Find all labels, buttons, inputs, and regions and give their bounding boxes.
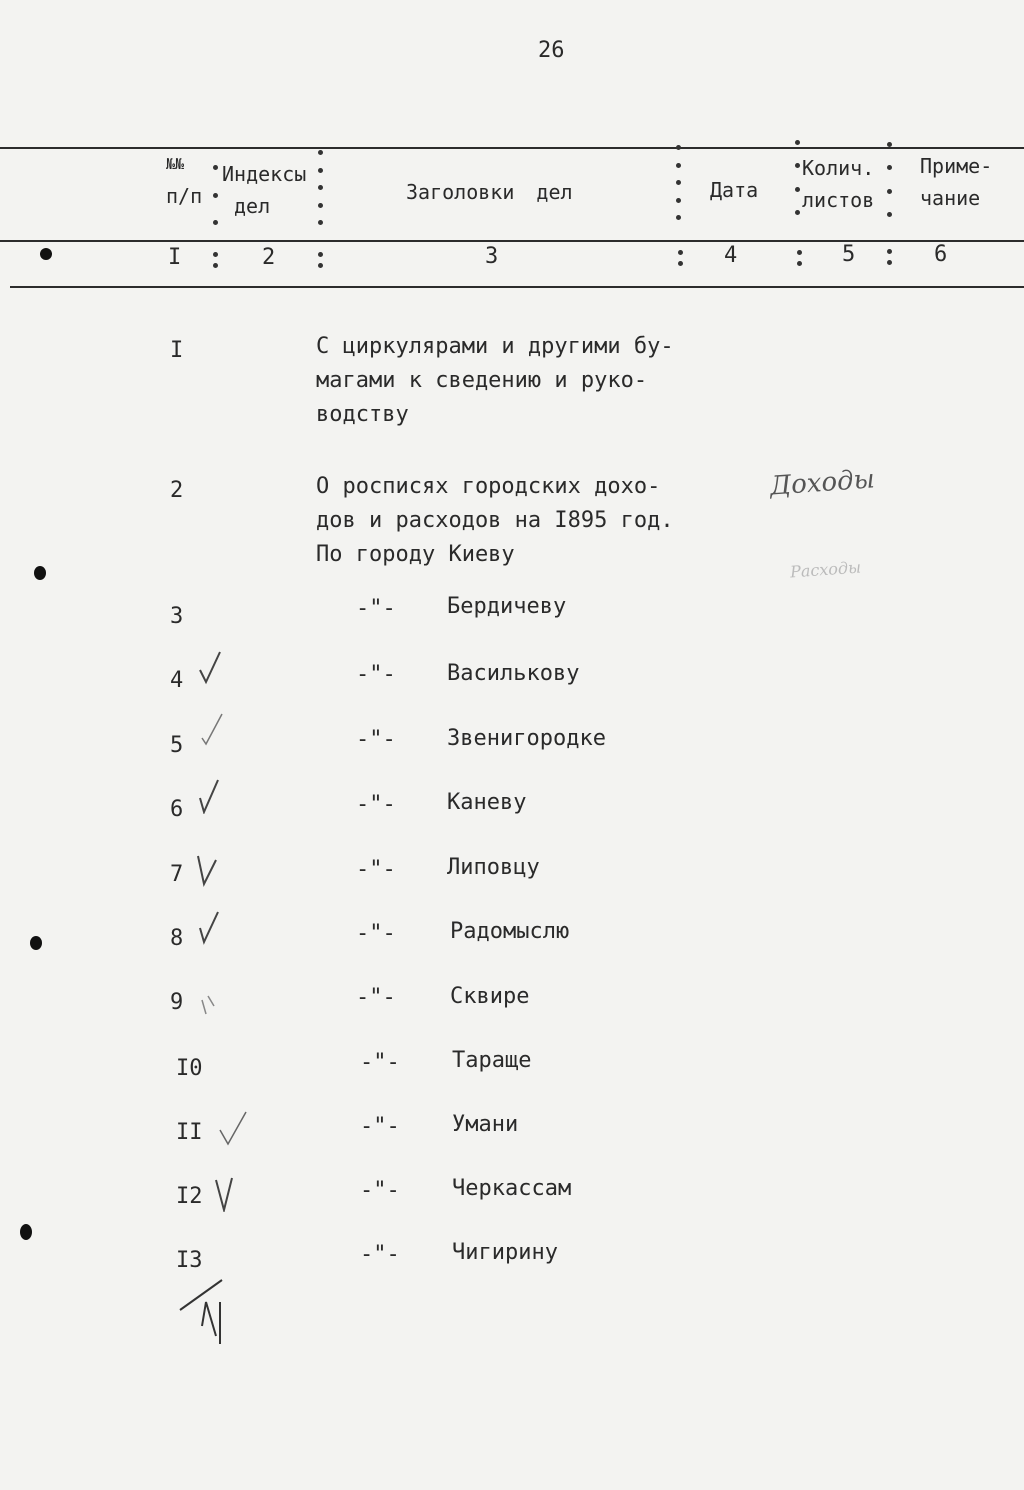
header-col-sheets [802, 152, 874, 216]
entry-city: Умани [452, 1112, 519, 1137]
header-col-number-line2: п/п [166, 184, 203, 208]
ditto-mark: -"- [356, 985, 396, 1010]
header-col-number-line1: №№ [166, 155, 185, 173]
ditto-mark: -"- [360, 1050, 400, 1075]
check-mark-icon [196, 778, 236, 814]
entry-number: II [176, 1120, 203, 1145]
column-number: 4 [724, 243, 738, 268]
ditto-mark: -"- [360, 1242, 400, 1267]
header-col-sheets-line2: листов [802, 188, 875, 212]
header-col-index-line1: Индексы [222, 162, 307, 186]
column-number: 2 [262, 245, 276, 270]
table-header-rule [0, 240, 1024, 242]
check-mark-icon [216, 1110, 256, 1146]
header-col-sheets-line1: Колич. [802, 156, 875, 180]
page-number: 26 [538, 38, 565, 63]
entry-number: 5 [170, 733, 184, 758]
column-number: 6 [934, 242, 948, 267]
entry-title [316, 470, 674, 572]
numbers-separator [677, 250, 683, 266]
check-mark-icon [196, 712, 236, 748]
table-top-rule [0, 147, 1024, 149]
ditto-mark: -"- [356, 662, 396, 687]
ditto-mark: -"- [360, 1114, 400, 1139]
ditto-mark: -"- [356, 596, 396, 621]
entry-city: Тараще [452, 1048, 532, 1073]
header-col-note-line2: чание [920, 186, 981, 210]
check-mark-icon [196, 910, 236, 946]
handwritten-note-faint: Расходы [789, 557, 862, 582]
check-mark-icon [212, 1176, 252, 1212]
entry-number: I2 [176, 1184, 203, 1209]
entry-number: 8 [170, 926, 184, 951]
header-separator [886, 142, 892, 217]
check-mark-icon [196, 852, 236, 888]
entry-city: Каневу [447, 790, 527, 815]
entry-title-line: С циркулярами и другими бу- [316, 334, 674, 359]
numbers-separator [317, 252, 323, 268]
numbers-separator [212, 252, 218, 268]
ditto-mark: -"- [356, 857, 396, 882]
header-col-index [222, 158, 306, 222]
header-col-note [920, 150, 992, 214]
header-col-index-line2: дел [234, 194, 271, 218]
header-col-date: Дата [710, 178, 759, 202]
entry-number: 9 [170, 990, 184, 1015]
entry-title [316, 330, 674, 432]
entry-title-line: магами к сведению и руко- [316, 368, 648, 393]
entry-number: 3 [170, 604, 184, 629]
ditto-mark: -"- [356, 792, 396, 817]
signature-mark-icon [176, 1274, 236, 1354]
numbers-separator [796, 250, 802, 266]
header-separator [794, 140, 800, 215]
entry-city: Черкассам [452, 1176, 572, 1201]
table-numbers-rule [10, 286, 1024, 288]
ditto-mark: -"- [356, 727, 396, 752]
entry-number: I3 [176, 1248, 203, 1273]
entry-city: Радомыслю [450, 919, 570, 944]
entry-city: Чигирину [452, 1240, 558, 1265]
entry-city: Василькову [447, 661, 580, 686]
entry-city: Липовцу [447, 855, 540, 880]
handwritten-note: Доходы [769, 464, 876, 502]
entry-number: 2 [170, 478, 184, 503]
check-mark-icon [196, 990, 236, 1026]
entry-number: I0 [176, 1056, 203, 1081]
header-separator [317, 150, 323, 225]
ink-dot [40, 248, 52, 260]
entry-title-line: водству [316, 402, 409, 427]
header-separator [675, 145, 681, 220]
ditto-mark: -"- [360, 1178, 400, 1203]
entry-number: 7 [170, 862, 184, 887]
ink-dot [34, 566, 46, 580]
entry-city: Звенигородке [447, 726, 606, 751]
check-mark-icon [196, 650, 236, 686]
entry-city: Сквире [450, 984, 530, 1009]
ink-dot [30, 936, 42, 950]
header-col-titles: Заголовки дел [406, 180, 573, 204]
column-number: 5 [842, 242, 856, 267]
header-separator [212, 165, 218, 225]
numbers-separator [886, 249, 892, 265]
column-number: I [168, 245, 182, 270]
entry-number: 4 [170, 668, 184, 693]
ink-dot [20, 1224, 32, 1240]
ditto-mark: -"- [356, 921, 396, 946]
entry-number: 6 [170, 797, 184, 822]
entry-title-line: По городу Киеву [316, 542, 515, 567]
entry-title-line: О росписях городских дохо- [316, 474, 661, 499]
entry-title-line: дов и расходов на I895 год. [316, 508, 674, 533]
entry-number: I [170, 338, 184, 363]
column-number: 3 [485, 244, 499, 269]
header-col-note-line1: Приме- [920, 154, 993, 178]
entry-city: Бердичеву [447, 594, 567, 619]
header-col-number [166, 148, 202, 212]
